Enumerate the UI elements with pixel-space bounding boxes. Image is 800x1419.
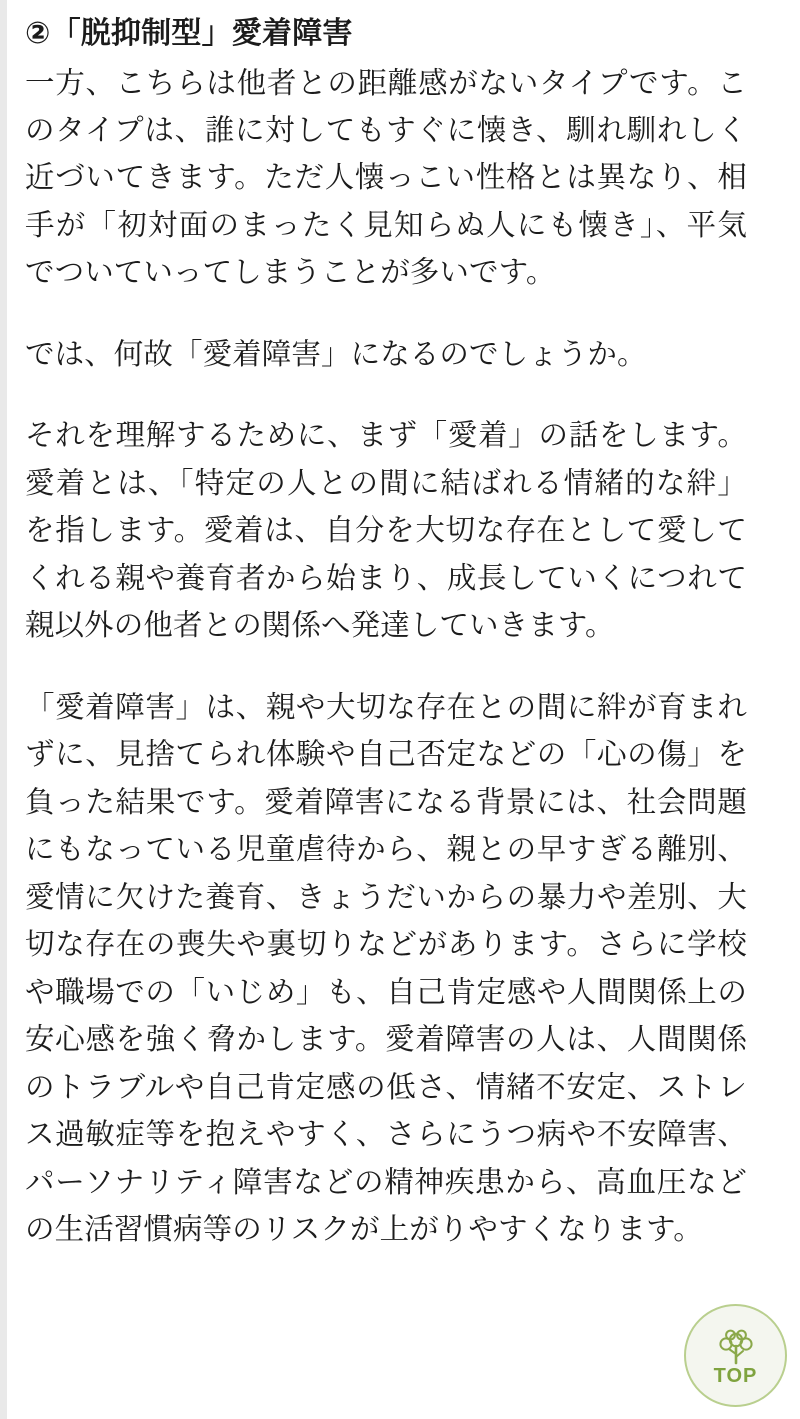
paragraph-3: それを理解するために、まず「愛着」の話をします。愛着とは、「特定の人との間に結ばれる情緒的な絆」を指します。愛着は、自分を大切な存在として愛してくれる親や養育者から始まり、成長していくにつれて親以外の他者との関係へ発達していきます。 bbox=[25, 419, 747, 643]
scroll-to-top-button[interactable] bbox=[684, 1304, 787, 1407]
paragraph-4: 「愛着障害」は、親や大切な存在との間に絆が育まれずに、見捨てられ体験や自己否定などの「心の傷」を負った結果です。愛着障害になる背景には、社会問題にもなっている児童虐待から、親との早すぎる離別、愛情に欠けた養育、きょうだいからの暴力や差別、大切な存在の喪失や裏切りなどがあります。さらに学校や職場での「いじめ」も、自己肯定感や人間関係上の安心感を強く脅かします。愛着障害の人は、人間関係のトラブルや自己肯定感の低さ、情緒不安定、ストレス過敏症等を抱えやすく、さらにうつ病や不安障害、パーソナリティ障害などの精神疾患から、高血圧などの生活習慣病等のリスクが上がりやすくなります。 bbox=[25, 690, 747, 1247]
page-left-margin-rule bbox=[0, 0, 7, 1419]
section-heading: ②「脱抑制型」愛着障害 bbox=[25, 17, 353, 50]
tree-icon bbox=[715, 1327, 757, 1365]
paragraph-1: 一方、こちらは他者との距離感がないタイプです。このタイプは、誰に対してもすぐに懐き、馴れ馴れしく近づいてきます。ただ人懐っこい性格とは異なり、相手が「初対面のまったく見知らぬ人にも懐き」、平気でついていってしまうことが多いです。 bbox=[25, 66, 747, 290]
article-body bbox=[25, 12, 747, 1254]
scroll-to-top-label: TOP bbox=[713, 1365, 758, 1387]
paragraph-2: では、何故「愛着障害」になるのでしょうか。 bbox=[25, 337, 647, 371]
